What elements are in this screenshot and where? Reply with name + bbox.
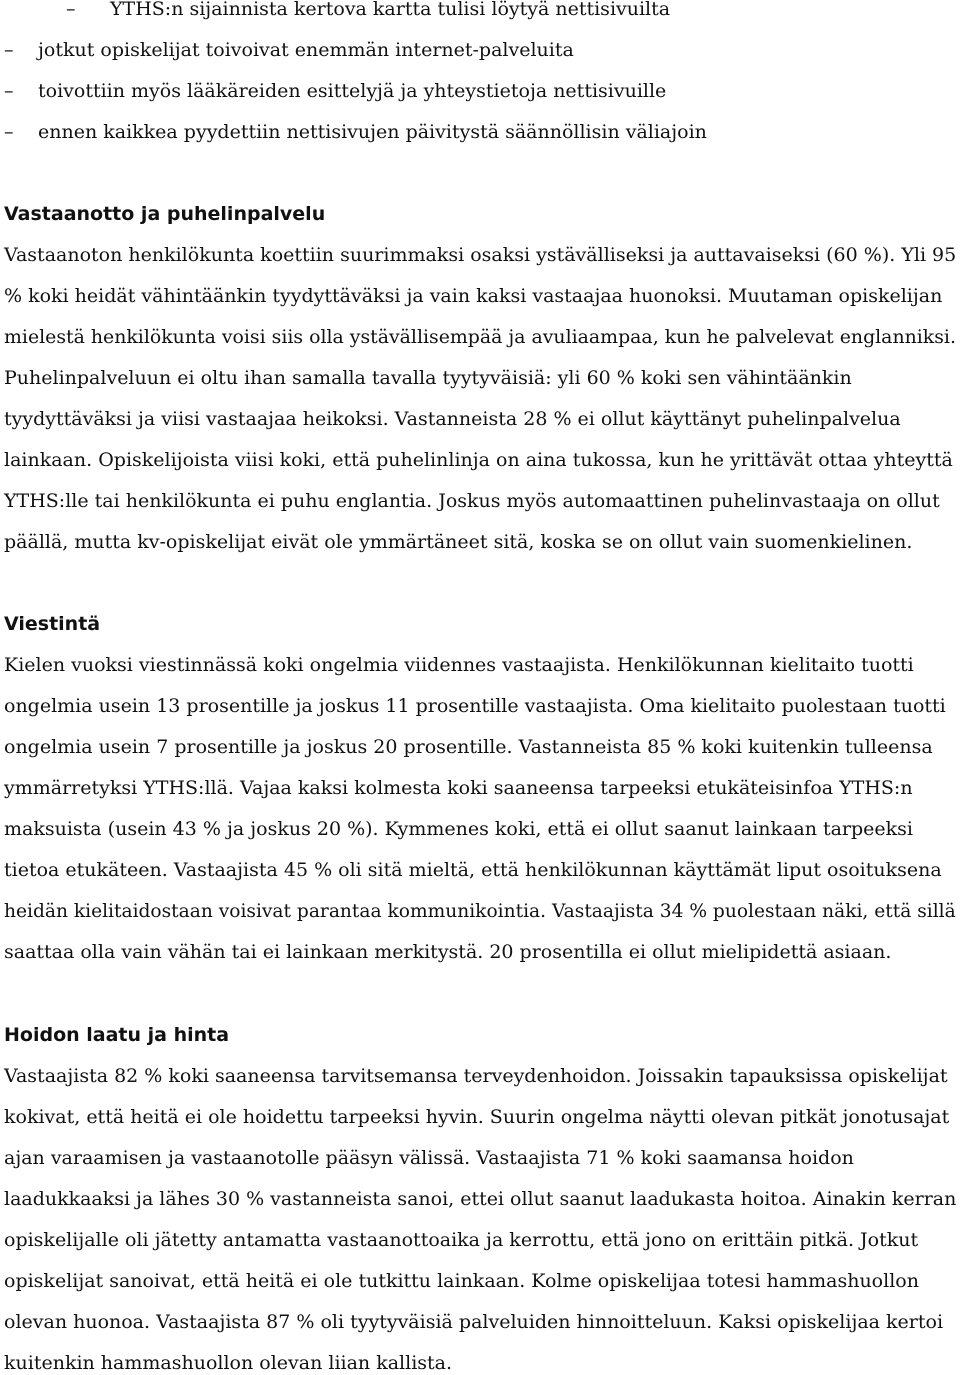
paragraph-line: ongelmia usein 13 prosentille ja joskus 11 prosentille vastaajista. Oma kielitaito puolestaan tuotti [4, 695, 946, 717]
paragraph-line: Vastaanoton henkilökunta koettiin suurimmaksi osaksi ystävälliseksi ja auttavaiseksi (60 %). Yli 95 [4, 244, 957, 266]
bullet-marker: – [4, 80, 14, 102]
paragraph-line: YTHS:lle tai henkilökunta ei puhu englantia. Joskus myös automaattinen puhelinvastaaja on ollut [4, 490, 940, 512]
paragraph-line: heidän kielitaidostaan voisivat parantaa kommunikointia. Vastaajista 34 % puolestaan näki, että sillä [4, 900, 956, 922]
bullet-item: jotkut opiskelijat toivoivat enemmän internet-palveluita [38, 39, 574, 61]
section-heading: Hoidon laatu ja hinta [4, 1024, 230, 1046]
paragraph-line: saattaa olla vain vähän tai ei lainkaan merkitystä. 20 prosentilla ei ollut mielipidettä asiaan. [4, 941, 892, 963]
paragraph-line: opiskelijat sanoivat, että heitä ei ole tutkittu lainkaan. Kolme opiskelijaa totesi hammashuollon [4, 1270, 919, 1292]
bullet-marker: – [4, 39, 14, 61]
paragraph-line: % koki heidät vähintäänkin tyydyttäväksi ja vain kaksi vastaajaa huonoksi. Muutaman opiskelijan [4, 285, 943, 307]
section-heading: Vastaanotto ja puhelinpalvelu [4, 203, 326, 225]
bullet-marker: – [66, 0, 76, 20]
paragraph-line: päällä, mutta kv-opiskelijat eivät ole ymmärtäneet sitä, koska se on ollut vain suomenkielinen. [4, 531, 913, 553]
paragraph-line: lainkaan. Opiskelijoista viisi koki, että puhelinlinja on aina tukossa, kun he yrittävät ottaa yhteyttä [4, 449, 953, 471]
bullet-item: ennen kaikkea pyydettiin nettisivujen päivitystä säännöllisin väliajoin [38, 121, 707, 143]
paragraph-line: mielestä henkilökunta voisi siis olla ystävällisempää ja avuliaampaa, kun he palvelevat englanniksi. [4, 326, 956, 348]
paragraph-line: Puhelinpalveluun ei oltu ihan samalla tavalla tyytyväisiä: yli 60 % koki sen vähintäänkin [4, 367, 852, 389]
paragraph-line: tietoa etukäteen. Vastaajista 45 % oli sitä mieltä, että henkilökunnan käyttämät liput osoituksena [4, 859, 942, 881]
section-heading: Viestintä [4, 613, 101, 635]
paragraph-line: Kielen vuoksi viestinnässä koki ongelmia viidennes vastaajista. Henkilökunnan kielitaito tuotti [4, 654, 914, 676]
paragraph-line: tyydyttäväksi ja viisi vastaajaa heikoksi. Vastanneista 28 % ei ollut käyttänyt puhelinpalvelua [4, 408, 901, 430]
paragraph-line: opiskelijalle oli jätetty antamatta vastaanottoaika ja kerrottu, että jono on erittäin pitkä. Jotkut [4, 1229, 919, 1251]
paragraph-line: ongelmia usein 7 prosentille ja joskus 20 prosentille. Vastanneista 85 % koki kuitenkin tulleensa [4, 736, 933, 758]
bullet-item: toivottiin myös lääkäreiden esittelyjä ja yhteystietoja nettisivuille [38, 80, 667, 102]
paragraph-line: kuitenkin hammashuollon olevan liian kallista. [4, 1352, 453, 1374]
paragraph-line: maksuista (usein 43 % ja joskus 20 %). Kymmenes koki, että ei ollut saanut lainkaan tarpeeksi [4, 818, 914, 840]
paragraph-line: ymmärretyksi YTHS:llä. Vajaa kaksi kolmesta koki saaneensa tarpeeksi etukäteisinfoa YTHS:n [4, 777, 913, 799]
bullet-item: YTHS:n sijainnista kertova kartta tulisi löytyä nettisivuilta [110, 0, 671, 20]
paragraph-line: laadukkaaksi ja lähes 30 % vastanneista sanoi, ettei ollut saanut laadukasta hoitoa. Ainakin kerran [4, 1188, 957, 1210]
paragraph-line: Vastaajista 82 % koki saaneensa tarvitsemansa terveydenhoidon. Joissakin tapauksissa opiskelijat [4, 1065, 948, 1087]
paragraph-line: kokivat, että heitä ei ole hoidettu tarpeeksi hyvin. Suurin ongelma näytti olevan pitkät jonotusajat [4, 1106, 950, 1128]
paragraph-line: ajan varaamisen ja vastaanotolle pääsyn välissä. Vastaajista 71 % koki saamansa hoidon [4, 1147, 854, 1169]
bullet-marker: – [4, 121, 14, 143]
paragraph-line: olevan huonoa. Vastaajista 87 % oli tyytyväisiä palveluiden hinnoitteluun. Kaksi opiskelijaa kertoi [4, 1311, 944, 1333]
